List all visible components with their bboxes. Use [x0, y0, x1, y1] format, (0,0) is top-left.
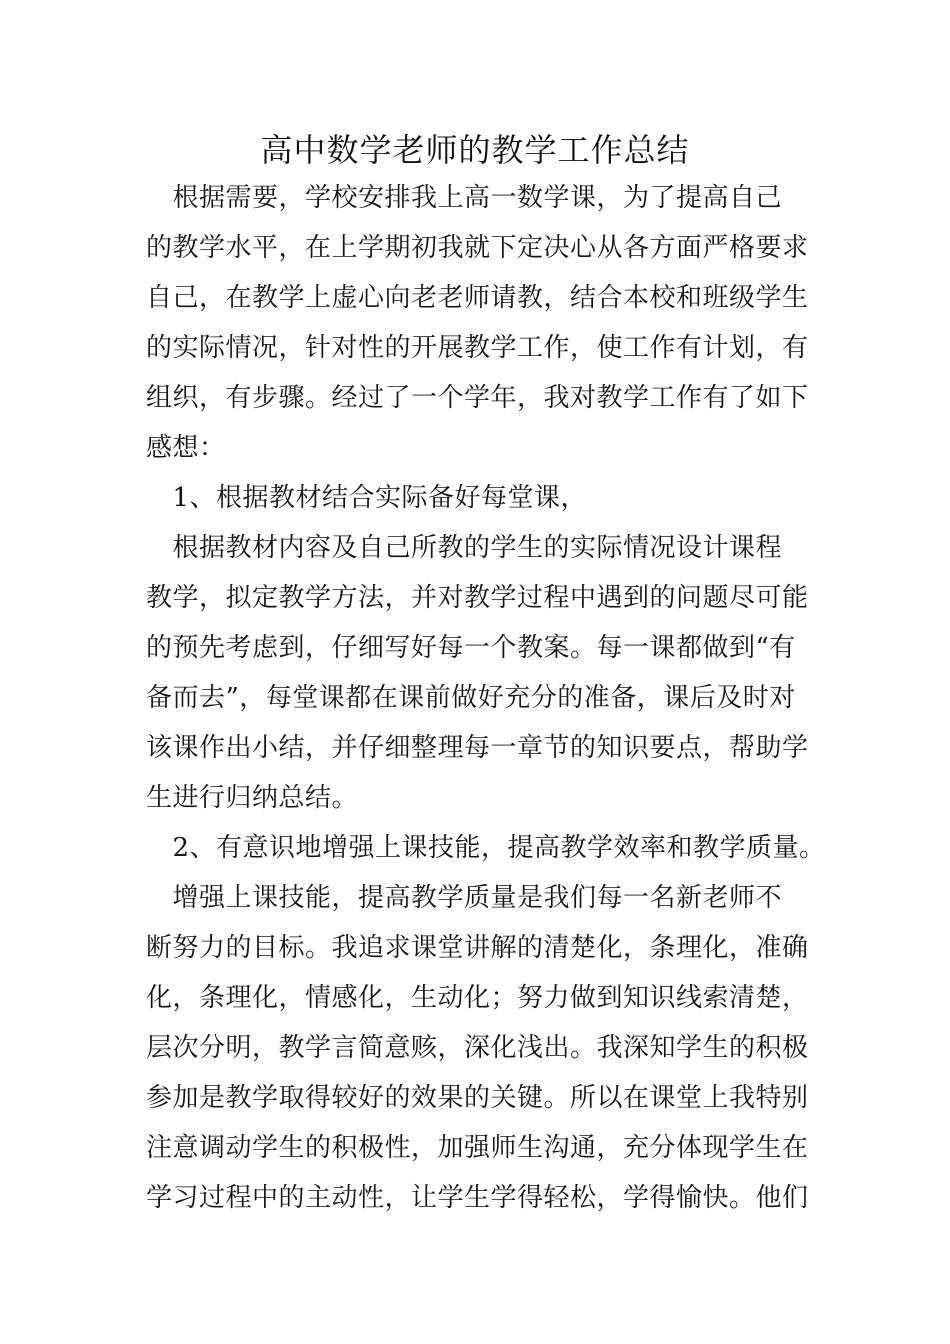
text-line-2: 的教学水平，在上学期初我就下定决心从各方面严格要求 — [146, 233, 809, 263]
document-title: 高中数学老师的教学工作总结 — [260, 131, 690, 169]
text-line-11: 备而去”，每堂课都在课前做好充分的准备，课后及时对 — [146, 683, 796, 713]
text-line-19: 参加是教学取得较好的效果的关键。所以在课堂上我特别 — [146, 1083, 809, 1113]
text-line-18: 层次分明，教学言简意赅，深化浅出。我深知学生的积极 — [146, 1033, 809, 1063]
text-line-12: 该课作出小结，并仔细整理每一章节的知识要点，帮助学 — [146, 733, 809, 763]
text-line-10: 的预先考虑到，仔细写好每一个教案。每一课都做到“有 — [146, 633, 796, 663]
text-line-17: 化，条理化，情感化，生动化；努力做到知识线索清楚， — [146, 983, 809, 1013]
text-line-16: 断努力的目标。我追求课堂讲解的清楚化，条理化，准确 — [146, 933, 809, 963]
text-line-21: 学习过程中的主动性，让学生学得轻松，学得愉快。他们 — [146, 1183, 809, 1213]
text-line-3: 自己，在教学上虚心向老老师请教，结合本校和班级学生 — [146, 283, 809, 313]
text-line-9: 教学，拟定教学方法，并对教学过程中遇到的问题尽可能 — [146, 583, 809, 613]
heading-1: 1、根据教材结合实际备好每堂课， — [146, 483, 588, 513]
text-line-13: 生进行归纳总结。 — [146, 783, 359, 813]
text-line-6: 感想： — [146, 433, 226, 463]
text-line-5: 组织，有步骤。经过了一个学年，我对教学工作有了如下 — [146, 383, 809, 413]
text-line-4: 的实际情况，针对性的开展教学工作，使工作有计划，有 — [146, 333, 809, 363]
text-line-8: 根据教材内容及自己所教的学生的实际情况设计课程 — [146, 533, 783, 563]
heading-2: 2、有意识地增强上课技能，提高教学效率和教学质量。 — [146, 833, 826, 863]
text-line-20: 注意调动学生的积极性，加强师生沟通，充分体现学生在 — [146, 1133, 809, 1163]
text-line-1: 根据需要，学校安排我上高一数学课，为了提高自己 — [146, 183, 783, 213]
text-line-15: 增强上课技能，提高教学质量是我们每一名新老师不 — [146, 883, 783, 913]
